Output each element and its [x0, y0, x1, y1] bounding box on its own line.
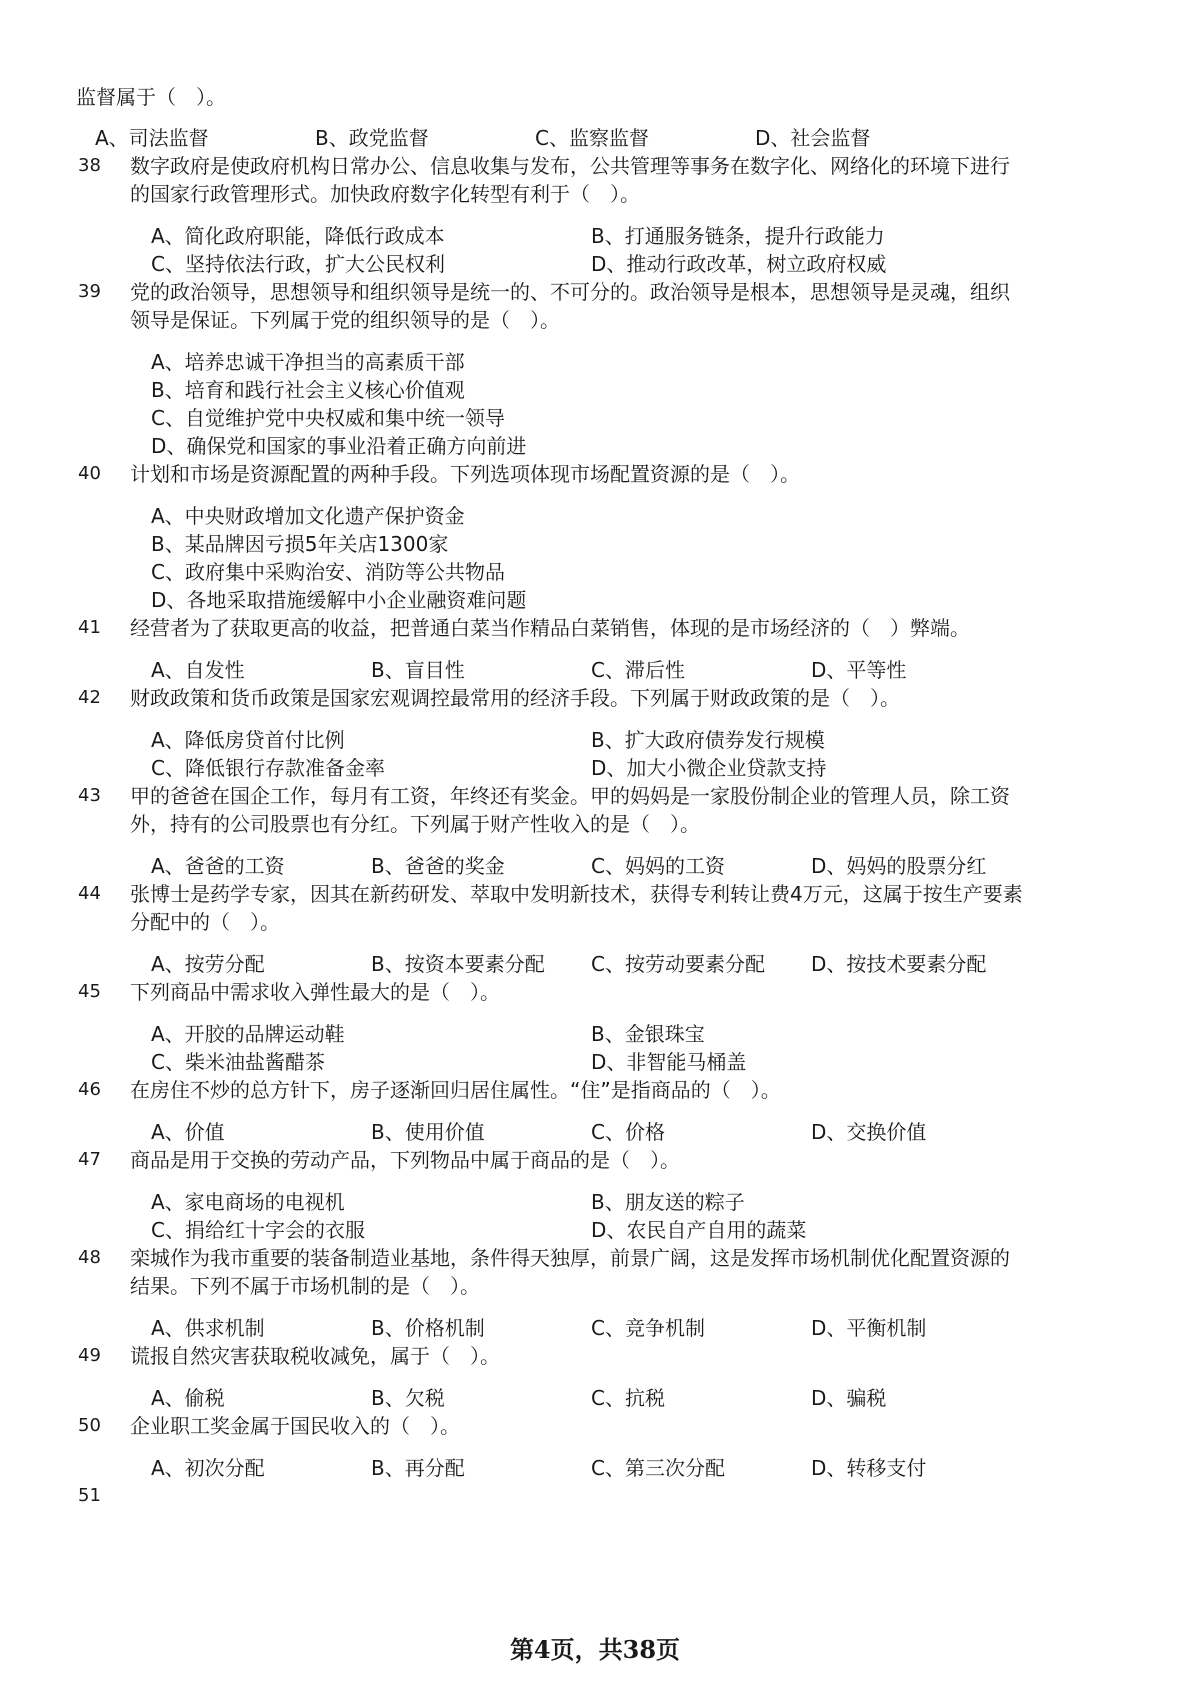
option-b: B、扩大政府债券发行规模: [591, 728, 825, 752]
option-d: D、加大小微企业贷款支持: [591, 756, 827, 780]
question-number: 51: [78, 1485, 101, 1506]
option-c: C、滞后性: [591, 658, 685, 682]
question-43-options: [0, 852, 1190, 880]
question-number: 41: [78, 617, 101, 638]
question-45: [0, 978, 1190, 1006]
question-number: 38: [78, 155, 101, 176]
question-text: 财政政策和货币政策是国家宏观调控最常用的经济手段。下列属于财政政策的是（ ）。: [130, 686, 900, 710]
option-a: A、爸爸的工资: [151, 854, 285, 878]
question-number: 40: [78, 463, 101, 484]
option-c: C、自觉维护党中央权威和集中统一领导: [151, 406, 505, 430]
option-d: D、妈妈的股票分红: [811, 854, 987, 878]
question-text: 企业职工奖金属于国民收入的（ ）。: [130, 1414, 460, 1438]
option-d: D、平衡机制: [811, 1316, 927, 1340]
question-37-options: [0, 124, 1190, 152]
option-b: B、爸爸的奖金: [371, 854, 505, 878]
question-text: 甲的爸爸在国企工作，每月有工资，年终还有奖金。甲的妈妈是一家股份制企业的管理人员，除工资: [130, 784, 1010, 808]
question-text: 的国家行政管理形式。加快政府数字化转型有利于（ ）。: [130, 182, 640, 206]
option-a: A、按劳分配: [151, 952, 265, 976]
option-b: B、盲目性: [371, 658, 465, 682]
option-c: C、竞争机制: [591, 1316, 705, 1340]
question-47: [0, 1146, 1190, 1174]
option-c: C、政府集中采购治安、消防等公共物品: [151, 560, 505, 584]
option-a: A、自发性: [151, 658, 245, 682]
option-b: B、朋友送的粽子: [591, 1190, 745, 1214]
question-text: 经营者为了获取更高的收益，把普通白菜当作精品白菜销售，体现的是市场经济的（ ）弊端。: [130, 616, 970, 640]
question-number: 45: [78, 981, 101, 1002]
question-39-option-b: [0, 376, 1190, 404]
option-a: A、培养忠诚干净担当的高素质干部: [151, 350, 465, 374]
question-text: 党的政治领导，思想领导和组织领导是统一的、不可分的。政治领导是根本，思想领导是灵魂，组织: [130, 280, 1010, 304]
question-46: [0, 1076, 1190, 1104]
option-a: A、降低房贷首付比例: [151, 728, 345, 752]
question-39: [0, 278, 1190, 306]
question-number: 47: [78, 1149, 101, 1170]
option-b: B、按资本要素分配: [371, 952, 545, 976]
question-49: [0, 1342, 1190, 1370]
option-c: C、监察监督: [535, 126, 649, 150]
option-b: B、价格机制: [371, 1316, 485, 1340]
question-43: [0, 782, 1190, 810]
question-47-options-row-1: [0, 1188, 1190, 1216]
question-42-options-row-1: [0, 726, 1190, 754]
option-d: D、转移支付: [811, 1456, 927, 1480]
option-a: A、价值: [151, 1120, 225, 1144]
question-40: [0, 460, 1190, 488]
question-49-options: [0, 1384, 1190, 1412]
question-37-text-cont: [0, 83, 1190, 111]
option-b: B、政党监督: [315, 126, 429, 150]
question-number: 43: [78, 785, 101, 806]
option-c: C、坚持依法行政，扩大公民权利: [151, 252, 445, 276]
question-44: [0, 880, 1190, 908]
question-40-option-c: [0, 558, 1190, 586]
option-b: B、使用价值: [371, 1120, 485, 1144]
question-39-option-d: [0, 432, 1190, 460]
option-a: A、简化政府职能，降低行政成本: [151, 224, 445, 248]
question-51: [0, 1482, 1190, 1510]
question-text: 在房住不炒的总方针下，房子逐渐回归居住属性。“住”是指商品的（ ）。: [130, 1078, 781, 1102]
question-text: 下列商品中需求收入弹性最大的是（ ）。: [130, 980, 500, 1004]
question-44-line-2: [0, 908, 1190, 936]
question-45-options-row-1: [0, 1020, 1190, 1048]
question-text: 分配中的（ ）。: [130, 910, 280, 934]
question-50-options: [0, 1454, 1190, 1482]
question-number: 49: [78, 1345, 101, 1366]
question-text: 谎报自然灾害获取税收减免，属于（ ）。: [130, 1344, 500, 1368]
question-38-line-2: [0, 180, 1190, 208]
option-b: B、欠税: [371, 1386, 445, 1410]
question-45-options-row-2: [0, 1048, 1190, 1076]
page-footer: 第4页，共38页: [509, 1635, 681, 1664]
question-39-line-2: [0, 306, 1190, 334]
question-38: [0, 152, 1190, 180]
option-b: B、某品牌因亏损5年关店1300家: [151, 532, 449, 556]
option-b: B、培育和践行社会主义核心价值观: [151, 378, 465, 402]
option-d: D、按技术要素分配: [811, 952, 987, 976]
question-38-options-row-2: [0, 250, 1190, 278]
option-a: A、开胶的品牌运动鞋: [151, 1022, 345, 1046]
question-text: 结果。下列不属于市场机制的是（ ）。: [130, 1274, 480, 1298]
question-text: 数字政府是使政府机构日常办公、信息收集与发布，公共管理等事务在数字化、网络化的环境下进行: [130, 154, 1010, 178]
option-c: C、第三次分配: [591, 1456, 725, 1480]
question-41: [0, 614, 1190, 642]
option-d: D、交换价值: [811, 1120, 927, 1144]
option-d: D、农民自产自用的蔬菜: [591, 1218, 807, 1242]
option-a: A、家电商场的电视机: [151, 1190, 345, 1214]
question-48: [0, 1244, 1190, 1272]
question-48-options: [0, 1314, 1190, 1342]
question-40-option-d: [0, 586, 1190, 614]
option-b: B、打通服务链条，提升行政能力: [591, 224, 885, 248]
option-c: C、妈妈的工资: [591, 854, 725, 878]
option-d: D、社会监督: [755, 126, 871, 150]
option-a: A、中央财政增加文化遗产保护资金: [151, 504, 465, 528]
option-c: C、降低银行存款准备金率: [151, 756, 385, 780]
option-c: C、捐给红十字会的衣服: [151, 1218, 365, 1242]
question-41-options: [0, 656, 1190, 684]
question-40-option-a: [0, 502, 1190, 530]
question-50: [0, 1412, 1190, 1440]
question-48-line-2: [0, 1272, 1190, 1300]
option-c: C、按劳动要素分配: [591, 952, 765, 976]
question-38-options-row-1: [0, 222, 1190, 250]
question-42-options-row-2: [0, 754, 1190, 782]
question-43-line-2: [0, 810, 1190, 838]
question-text: 栾城作为我市重要的装备制造业基地，条件得天独厚，前景广阔，这是发挥市场机制优化配置资源的: [130, 1246, 1010, 1270]
option-d: D、平等性: [811, 658, 907, 682]
option-c: C、抗税: [591, 1386, 665, 1410]
question-text: 商品是用于交换的劳动产品，下列物品中属于商品的是（ ）。: [130, 1148, 680, 1172]
question-text: 领导是保证。下列属于党的组织领导的是（ ）。: [130, 308, 560, 332]
option-c: C、柴米油盐酱醋茶: [151, 1050, 325, 1074]
question-number: 46: [78, 1079, 101, 1100]
question-44-options: [0, 950, 1190, 978]
question-number: 44: [78, 883, 101, 904]
option-b: B、金银珠宝: [591, 1022, 705, 1046]
question-47-options-row-2: [0, 1216, 1190, 1244]
question-42: [0, 684, 1190, 712]
option-a: A、初次分配: [151, 1456, 265, 1480]
question-number: 50: [78, 1415, 101, 1436]
question-text: 外，持有的公司股票也有分红。下列属于财产性收入的是（ ）。: [130, 812, 700, 836]
question-number: 42: [78, 687, 101, 708]
option-d: D、确保党和国家的事业沿着正确方向前进: [151, 434, 527, 458]
option-d: D、非智能马桶盖: [591, 1050, 747, 1074]
question-40-option-b: [0, 530, 1190, 558]
option-c: C、价格: [591, 1120, 665, 1144]
option-a: A、司法监督: [95, 126, 209, 150]
option-a: A、偷税: [151, 1386, 225, 1410]
question-39-option-a: [0, 348, 1190, 376]
option-a: A、供求机制: [151, 1316, 265, 1340]
question-text: 张博士是药学专家，因其在新药研发、萃取中发明新技术，获得专利转让费4万元，这属于按生产要素: [130, 882, 1023, 906]
question-46-options: [0, 1118, 1190, 1146]
option-d: D、各地采取措施缓解中小企业融资难问题: [151, 588, 527, 612]
question-number: 48: [78, 1247, 101, 1268]
question-number: 39: [78, 281, 101, 302]
option-b: B、再分配: [371, 1456, 465, 1480]
option-d: D、骗税: [811, 1386, 887, 1410]
question-text: 监督属于（ ）。: [76, 85, 226, 109]
option-d: D、推动行政改革，树立政府权威: [591, 252, 887, 276]
question-text: 计划和市场是资源配置的两种手段。下列选项体现市场配置资源的是（ ）。: [130, 462, 800, 486]
question-39-option-c: [0, 404, 1190, 432]
